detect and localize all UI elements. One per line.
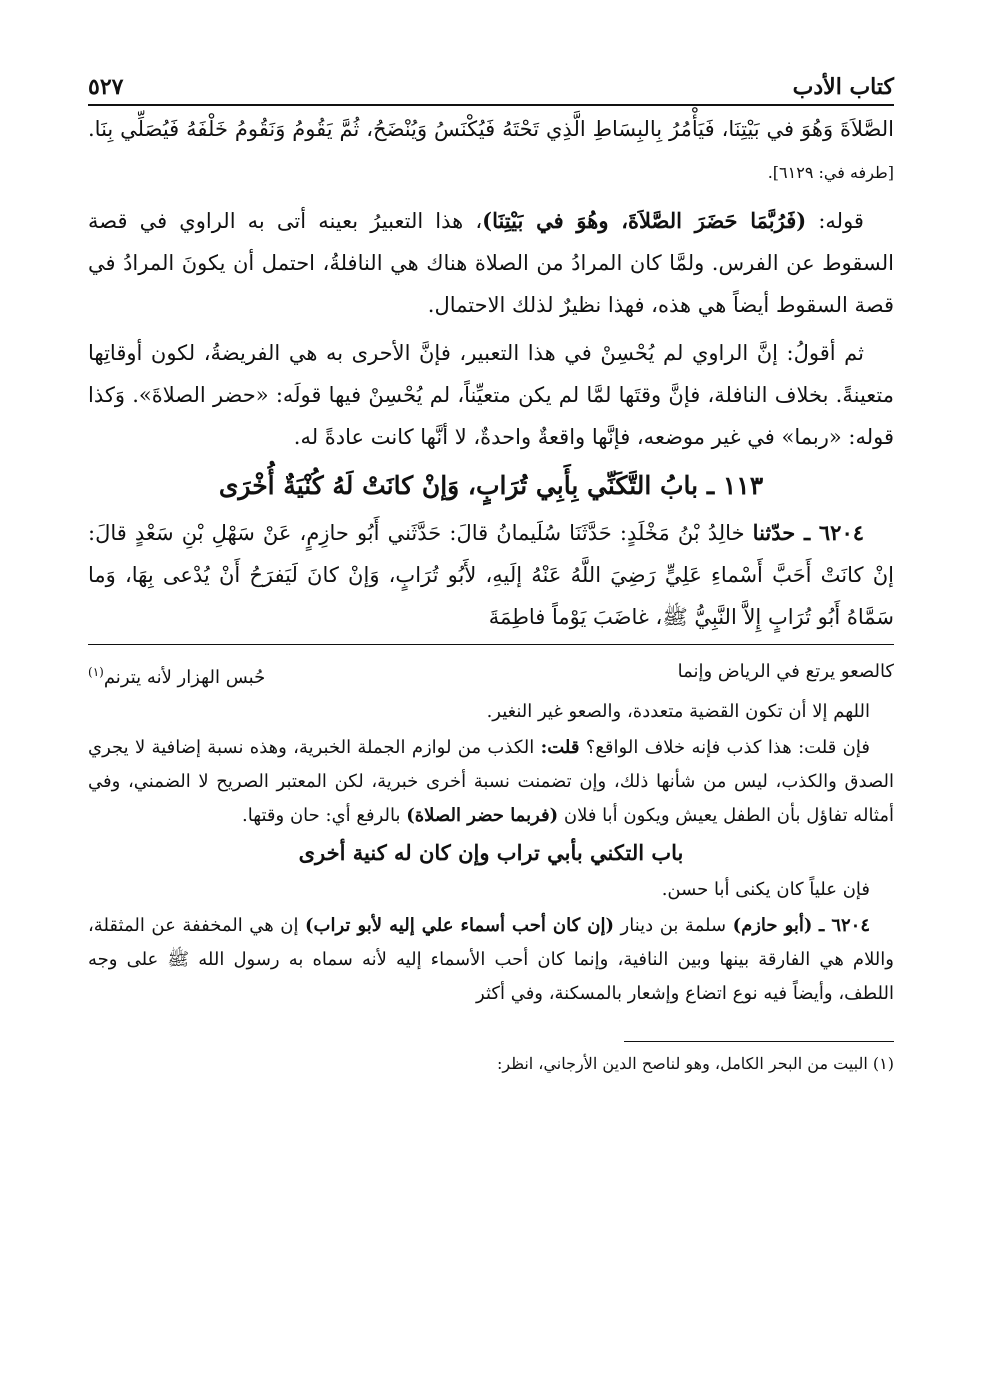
paragraph-2-lead: قوله: xyxy=(818,209,864,233)
verse-continuation: اللهم إلا أن تكون القضية متعددة، والصعو غير النغير. xyxy=(486,701,870,722)
running-title: كتاب الأدب xyxy=(792,74,894,100)
footnote-number: (١) xyxy=(872,1054,894,1073)
paragraph-2-quote: (فَرُبَّمَا حَضَرَ الصَّلاَةَ، وهُوَ في بَيْتِنَا) xyxy=(482,208,807,233)
paragraph-1-text: الصَّلاَةَ وَهُوَ في بَيْتِنَا، فَيَأْمُرُ بِالبِسَاطِ الَّذِي تَحْتَهُ فَيُكْنَسُ وَيُنْضَحُ، ثُمَّ يَقُومُ وَنَقُومُ خَلْفَهُ فَيُصَلِّي بِنَا. xyxy=(88,117,894,141)
commentary-hadith-number: ٦٢٠٤ ـ xyxy=(818,915,870,936)
commentary-heading: باب التكني بأبي تراب وإن كان له كنية أخرى xyxy=(298,840,684,865)
commentary-separator xyxy=(88,644,894,645)
paragraph-3: ثم أقولُ: إنَّ الراوي لم يُحْسِنْ في هذا التعبير، فإنَّ الأحرى به هي الفريضةُ، لكون أوقاتِها متعينةً. بخلاف النافلة، فإنَّ وقتَها لمَّا لم يكن متعيِّناً، لم يُحْسِنْ فيها قولَه: «حضر الصلاةَ». وَكذا قوله: «ربما» في غير موضعه، فإنَّها واقعةٌ واحدةٌ، لا أنَّها كانت عادةً له. xyxy=(88,341,894,449)
commentary-section xyxy=(88,655,894,1011)
footnote-text: البيت من البحر الكامل، وهو لناصح الدين الأرجاني، انظر: xyxy=(496,1054,868,1073)
header-rule xyxy=(88,104,894,106)
chapter-heading: ١١٣ ـ بابُ التَّكَنِّي بِأَبِي تُرَابٍ، وَإنْ كانَتْ لَهُ كُنْيَةٌ أُخْرَى xyxy=(218,471,764,500)
paragraph-1 xyxy=(88,108,894,194)
verse-first-hemistich: كالصعو يرتع في الرياض وإنما xyxy=(677,661,894,682)
commentary-paragraph-3: ٦٢٠٤ ـ (أبو حازم) سلمة بن دينار (إن كان أحب أسماء علي إليه لأبو تراب) إن هي المخففة عن المثقلة، واللام هي الفارقة بينها وبين النافية، وإنما كان أحب الأسماء إليه لأنه سماه به رسول الله ﷺ على وجه اللطف، وأيضاً فيه نوع اتضاع وإشعار بالمسكنة، وفي أكثر xyxy=(88,915,894,1004)
hadith-text: خالِدُ بْنُ مَخْلَدٍ: حَدَّثَنَا سُلَيمانُ قالَ: حَدَّثَني أَبُو حازِمٍ، عَنْ سَهْلِ بْنِ سَعْدٍ قالَ: إنْ كانَتْ أَحَبَّ أَسْماءِ عَلِيٍّ رَضِيَ اللَّهُ عَنْهُ إلَيهِ، لأَبُو تُرَابٍ، وَإنْ كانَ لَيَفرَحُ أَنْ يُدْعى بِهَا، وَما سَمَّاهُ أَبُو تُرَابٍ إِلاَّ النَّبِيُّ ﷺ، غاضَبَ يَوْماً فاطِمَةَ xyxy=(88,521,894,629)
verse-second-hemistich: حُبس الهزار لأنه يترنم$^{(١)}$ xyxy=(88,665,266,688)
poetry-verse xyxy=(88,655,894,695)
commentary-paragraph-2: فإن علياً كان يكنى أبا حسن. xyxy=(661,879,870,900)
quoted-hadith-phrase: (إن كان أحب أسماء علي إليه لأبو تراب) xyxy=(305,915,614,936)
commentary-paragraph-1: فإن قلت: هذا كذب فإنه خلاف الواقع؟ قلت: الكذب من لوازم الجملة الخبرية، وهذه نسبة إضافية لا يجري الصدق والكذب، ليس من شأنها ذلك، وإن تضمنت نسبة أخرى خبرية، لكن المعتبر الصريح لا الضمني، وفي أمثاله تفاؤل بأن الطفل يعيش ويكون أبا فلان (فربما حضر الصلاة) بالرفع أي: حان وقتها. xyxy=(88,737,894,826)
page-header xyxy=(88,60,894,100)
answer-marker: قلت: xyxy=(540,737,580,758)
footnote-marker: (١) xyxy=(88,665,104,679)
paragraph-2 xyxy=(88,200,894,326)
hadith-number: ٦٢٠٤ ـ حدّثنا xyxy=(752,520,865,545)
cross-reference: [طرفه في: ٦١٢٩]. xyxy=(767,163,894,182)
paragraph-2-rest: ، هذا التعبيرُ بعينه أتى به الراوي في قصة السقوط عن الفرس. ولمَّا كان المرادُ من الصلاة هناك هي النافلةُ، احتمل أن يكونَ المرادُ في قصة السقوط أيضاً هي هذه، فهذا نظيرٌ لذلك الاحتمال. xyxy=(88,209,894,317)
hadith-paragraph xyxy=(88,512,894,638)
main-text xyxy=(88,108,894,638)
book-page xyxy=(88,60,894,1078)
footnote xyxy=(88,1050,894,1078)
footnote-rule xyxy=(624,1041,894,1042)
quoted-phrase: (فربما حضر الصلاة) xyxy=(406,805,559,826)
page-number: ٥٢٧ xyxy=(88,74,124,100)
narrator-name: (أبو حازم) xyxy=(732,915,813,936)
